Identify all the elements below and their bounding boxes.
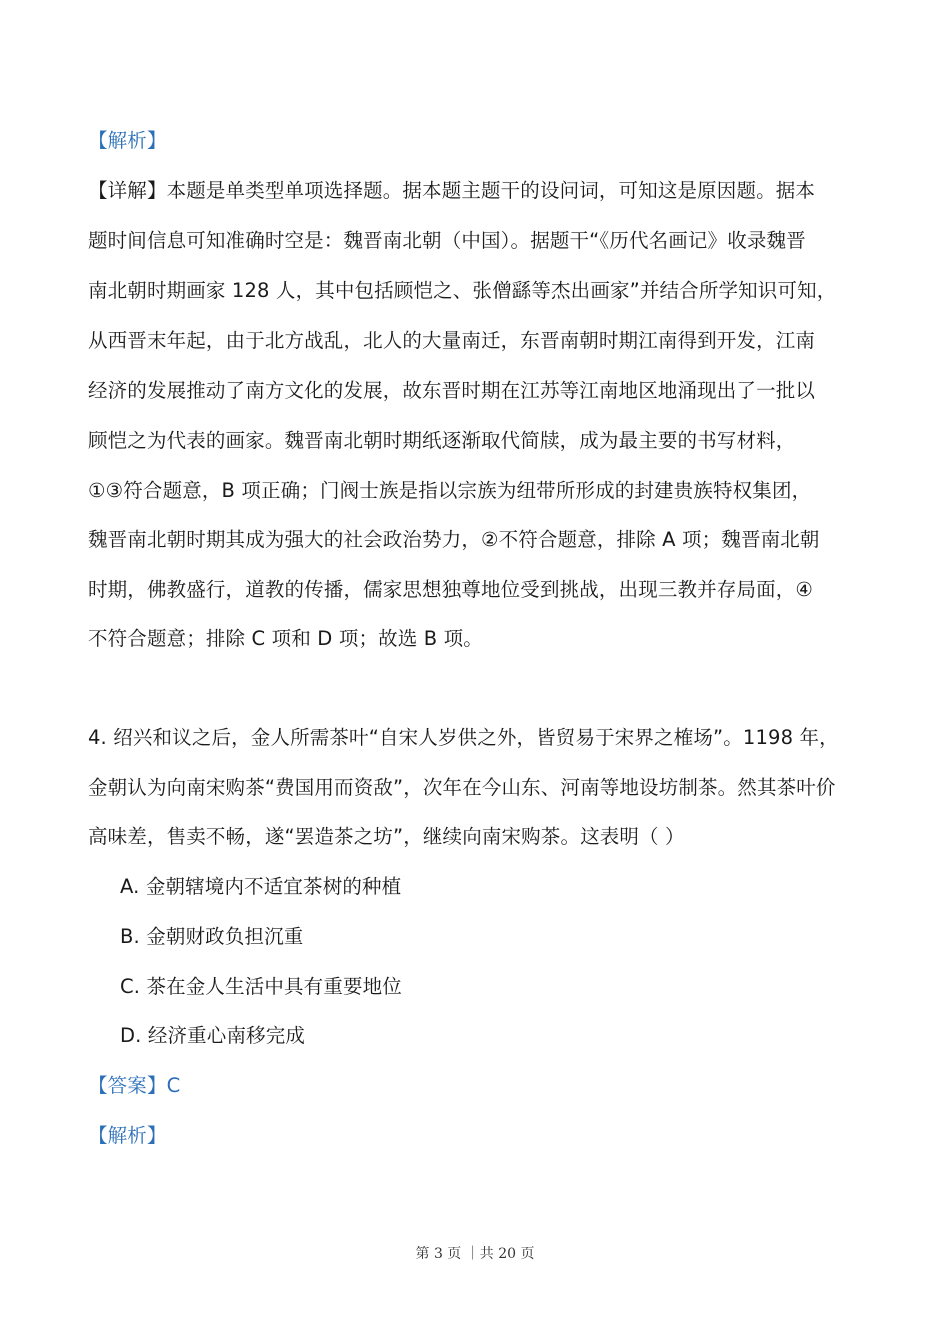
analysis-line: 时期，佛教盛行，道教的传播，儒家思想独尊地位受到挑战，出现三教并存局面，④ [88,578,814,601]
analysis-heading: 【解析】 [88,129,167,152]
analysis-line: 经济的发展推动了南方文化的发展，故东晋时期在江苏等江南地区地涌现出了一批以 [88,379,816,402]
option-c: C. 茶在金人生活中具有重要地位 [120,975,402,998]
analysis-line: 从西晋末年起，由于北方战乱，北人的大量南迁，东晋南朝时期江南得到开发，江南 [88,329,816,352]
option-a: A. 金朝辖境内不适宜茶树的种植 [120,875,402,898]
analysis-line: 不符合题意；排除 C 项和 D 项；故选 B 项。 [88,627,483,650]
question-stem-line: 4. 绍兴和议之后，金人所需茶叶“自宋人岁供之外，皆贸易于宋界之榷场”。1198 年， [88,726,839,749]
option-d: D. 经济重心南移完成 [120,1024,306,1047]
page-footer: 第 3 页 ｜共 20 页 [415,1246,535,1262]
analysis-line: 顾恺之为代表的画家。魏晋南北朝时期纸逐渐取代简牍，成为最主要的书写材料， [88,429,796,452]
analysis-line: ①③符合题意，B 项正确；门阀士族是指以宗族为纽带所形成的封建贵族特权集团， [88,479,812,502]
option-b: B. 金朝财政负担沉重 [120,925,304,948]
analysis-line: 【详解】本题是单类型单项选择题。据本题主题干的设问词，可知这是原因题。据本 [88,179,816,202]
question-stem-line: 高味差，售卖不畅，遂“罢造茶之坊”，继续向南宋购茶。这表明（ ） [88,825,685,848]
analysis-line: 南北朝时期画家 128 人，其中包括顾恺之、张僧繇等杰出画家”并结合所学知识可知， [88,279,837,302]
analysis-line: 题时间信息可知准确时空是：魏晋南北朝（中国）。据题干“《历代名画记》收录魏晋 [88,229,806,252]
question-stem-line: 金朝认为向南宋购茶“费国用而资敌”，次年在今山东、河南等地设坊制茶。然其茶叶价 [88,776,836,799]
analysis-line: 魏晋南北朝时期其成为强大的社会政治势力，②不符合题意，排除 A 项；魏晋南北朝 [88,528,820,551]
answer-label: 【答案】C [88,1074,181,1097]
analysis-heading: 【解析】 [88,1124,167,1147]
